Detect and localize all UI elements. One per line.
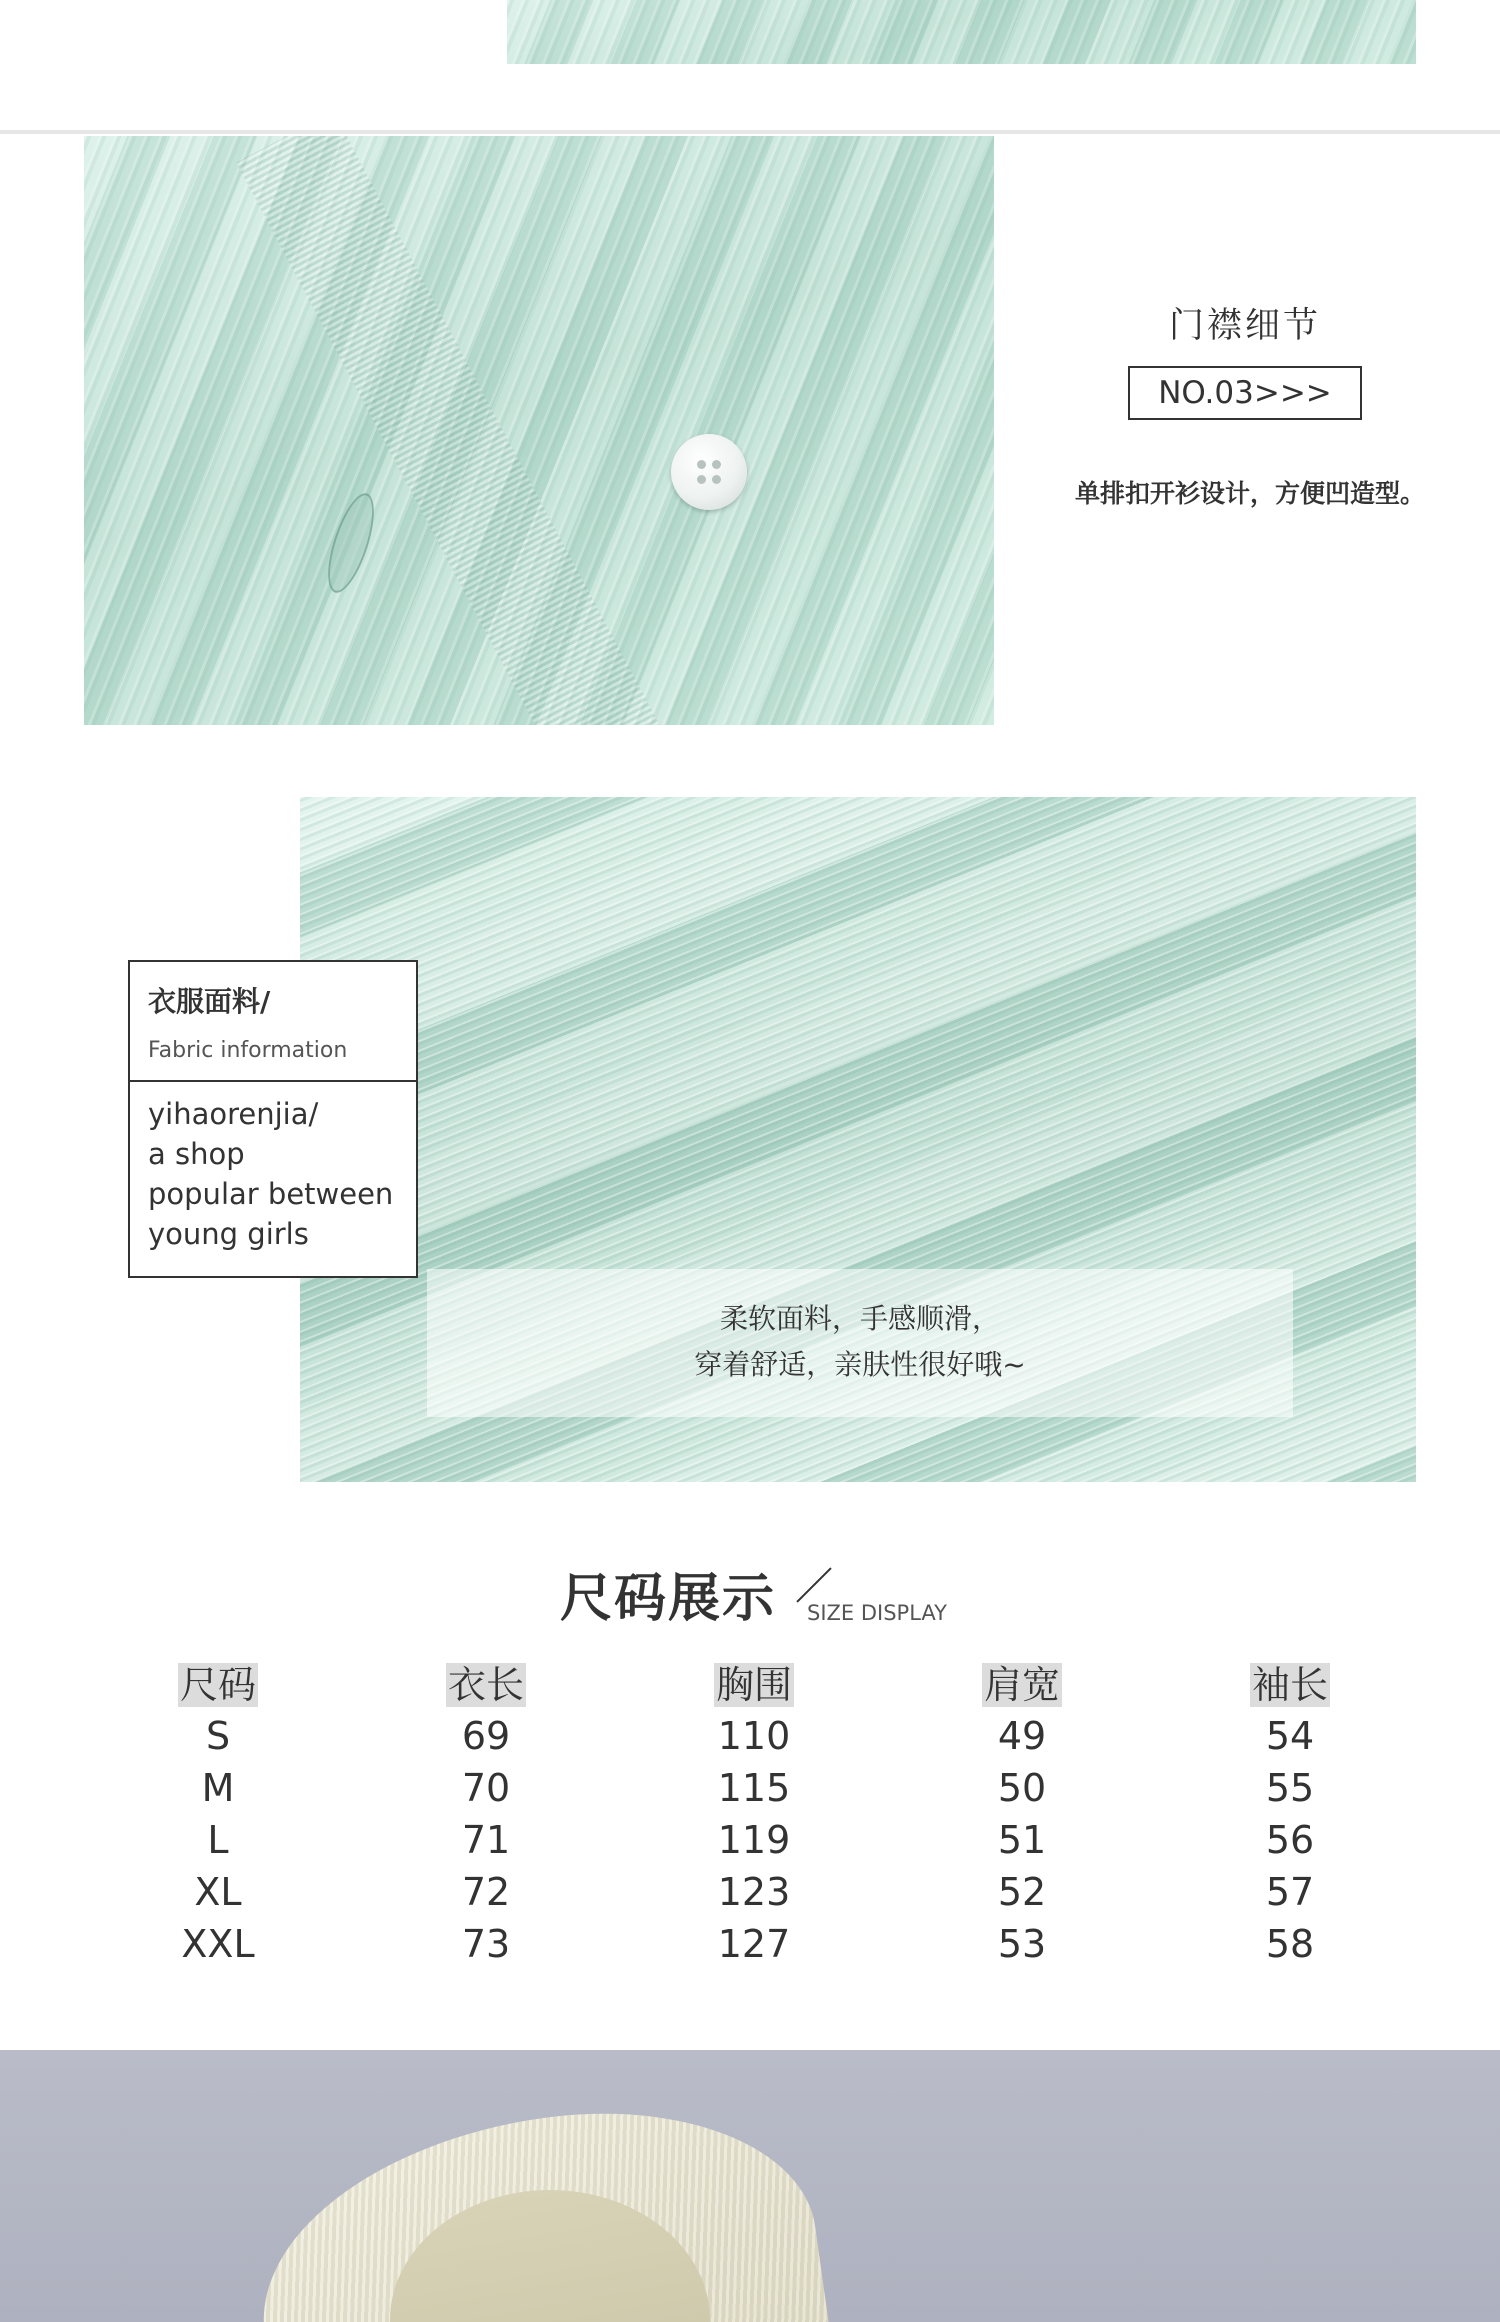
placket-detail-photo (84, 136, 994, 725)
table-cell: 53 (997, 1922, 1047, 1966)
header-length: 衣长 (447, 1662, 524, 1707)
brand-slogan-line: popular between (148, 1177, 394, 1211)
table-cell: XXL (181, 1922, 255, 1966)
brand-slogan-line: yihaorenjia/ (148, 1097, 319, 1131)
brand-slogan (130, 1082, 416, 1254)
table-cell: 54 (1265, 1714, 1315, 1758)
fabric-info-header (130, 962, 416, 1082)
table-cell: 52 (997, 1870, 1047, 1914)
table-row (84, 1918, 1424, 1970)
table-cell: 56 (1265, 1818, 1315, 1862)
top-product-photo (507, 0, 1416, 64)
table-cell: 55 (1265, 1766, 1315, 1810)
table-cell: 49 (997, 1714, 1047, 1758)
table-cell: L (207, 1818, 229, 1862)
size-table (84, 1652, 1424, 1970)
table-cell: S (205, 1714, 231, 1758)
table-cell: 110 (717, 1714, 791, 1758)
table-row (84, 1814, 1424, 1866)
table-cell: M (201, 1766, 235, 1810)
table-cell: 58 (1265, 1922, 1315, 1966)
table-cell: 73 (461, 1922, 511, 1966)
fabric-info-box (128, 960, 418, 1278)
fabric-detail-photo (300, 797, 1416, 1482)
bottom-product-photo (0, 2050, 1500, 2322)
table-row (84, 1762, 1424, 1814)
size-section-subtitle: SIZE DISPLAY (807, 1601, 947, 1625)
table-cell: 72 (461, 1870, 511, 1914)
table-cell: XL (194, 1870, 242, 1914)
table-cell: 115 (717, 1766, 791, 1810)
table-cell: 119 (717, 1818, 791, 1862)
table-cell: 69 (461, 1714, 511, 1758)
buttonhole (319, 488, 383, 597)
table-row (84, 1866, 1424, 1918)
table-cell: 50 (997, 1766, 1047, 1810)
table-row (84, 1710, 1424, 1762)
fabric-label-en: Fabric information (148, 1038, 348, 1063)
fabric-caption-line: 穿着舒适，亲肤性很好哦~ (694, 1348, 1026, 1381)
table-cell: 51 (997, 1818, 1047, 1862)
header-chest: 胸围 (715, 1662, 792, 1707)
header-sleeve: 袖长 (1251, 1662, 1328, 1707)
placket-seam (236, 136, 662, 725)
fabric-label-cn: 衣服面料/ (148, 985, 271, 1018)
size-section-title: 尺码展示 (560, 1569, 777, 1629)
shirt-button (671, 434, 747, 510)
table-cell: 71 (461, 1818, 511, 1862)
table-cell: 57 (1265, 1870, 1315, 1914)
header-size: 尺码 (179, 1662, 256, 1707)
brand-slogan-line: a shop (148, 1137, 245, 1171)
fabric-caption (427, 1269, 1293, 1417)
placket-description: 单排扣开衫设计，方便凹造型。 (1074, 479, 1425, 508)
table-cell: 70 (461, 1766, 511, 1810)
table-cell: 123 (717, 1870, 791, 1914)
brand-slogan-line: young girls (148, 1217, 309, 1251)
table-cell: 127 (717, 1922, 791, 1966)
fabric-caption-line: 柔软面料，手感顺滑， (719, 1302, 1000, 1335)
placket-number-badge: NO.03>>> (1128, 366, 1362, 420)
placket-title: 门襟细节 (1168, 306, 1321, 346)
title-slash (796, 1567, 831, 1602)
section-divider (0, 130, 1500, 134)
size-table-header-row (84, 1652, 1424, 1710)
header-shoulder: 肩宽 (983, 1662, 1060, 1707)
